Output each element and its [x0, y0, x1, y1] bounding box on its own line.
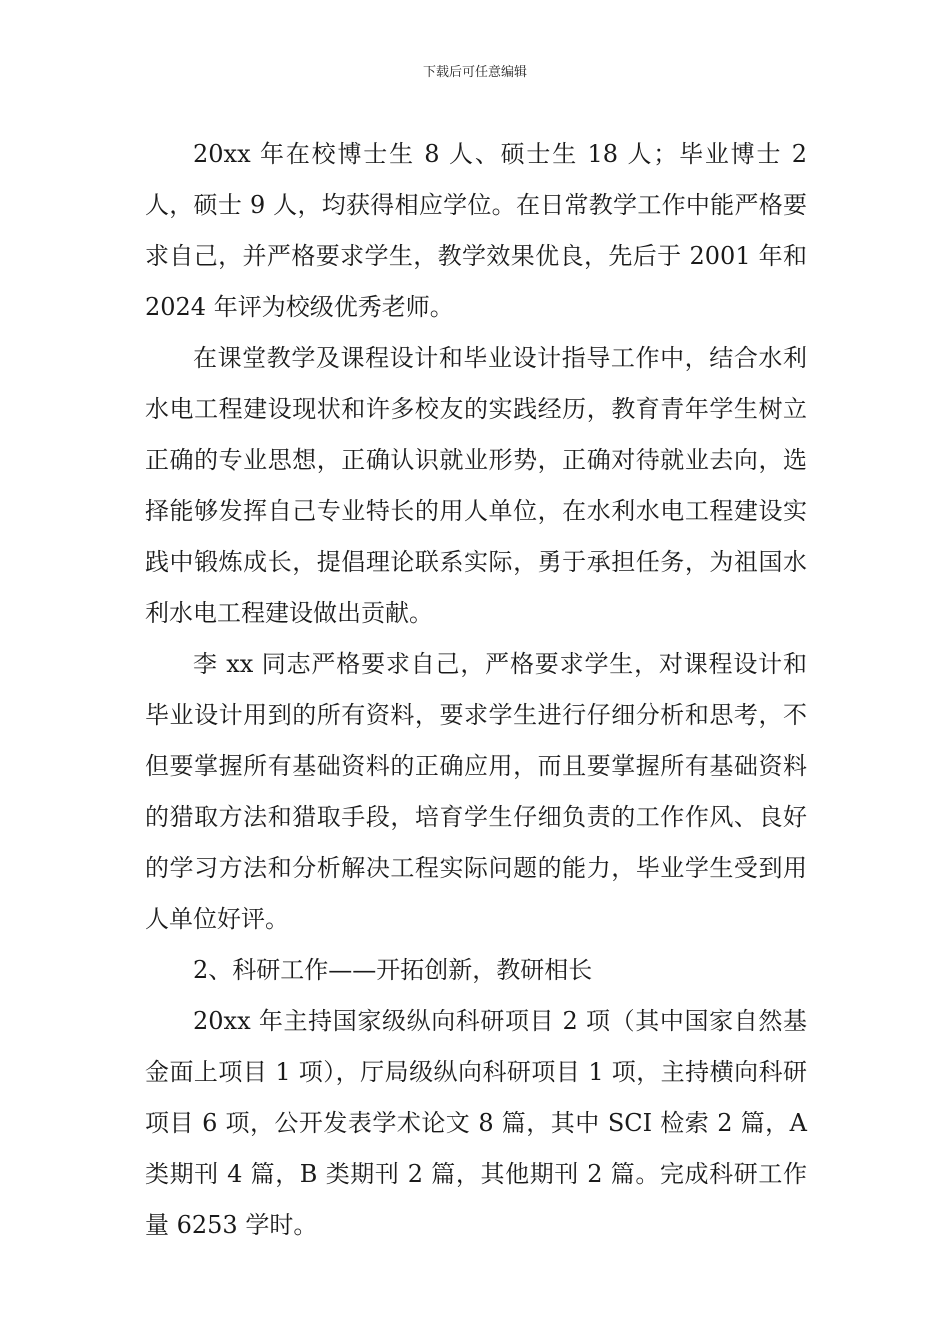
paragraph-course-guidance: 在课堂教学及课程设计和毕业设计指导工作中，结合水利水电工程建设现状和许多校友的实践经历，教育青年学生树立正确的专业思想，正确认识就业形势，正确对待就业去向，选择能够发挥自己专业特长的用人单位，在水利水电工程建设实践中锻炼成长，提倡理论联系实际，勇于承担任务，为祖国水利水电工程建设做出贡献。	[145, 344, 807, 627]
paragraph-teaching-summary: 20xx 年在校博士生 8 人、硕士生 18 人；毕业博士 2 人，硕士 9 人，均获得相应学位。在日常教学工作中能严格要求自己，并严格要求学生，教学效果优良，先后于 2001 年和 2024 年评为校级优秀老师。	[145, 140, 807, 321]
section-heading-research: 2、科研工作——开拓创新，教研相长	[193, 956, 593, 984]
page-header: 下载后可任意编辑	[422, 65, 527, 80]
paragraph-research-summary: 20xx 年主持国家级纵向科研项目 2 项（其中国家自然基金面上项目 1 项），厅局级纵向科研项目 1 项，主持横向科研项目 6 项，公开发表学术论文 8 篇，其中 SCI 检索 2 篇，A 类期刊 4 篇，B 类期刊 2 篇，其他期刊 2 篇。完成科研工作量 6253 学时。	[145, 1007, 807, 1239]
paragraph-student-requirements: 李 xx 同志严格要求自己，严格要求学生，对课程设计和毕业设计用到的所有资料，要求学生进行仔细分析和思考，不但要掌握所有基础资料的正确应用，而且要掌握所有基础资料的猎取方法和猎取手段，培育学生仔细负责的工作作风、良好的学习方法和分析解决工程实际问题的能力，毕业学生受到用人单位好评。	[145, 650, 807, 933]
document-body	[145, 129, 807, 1251]
